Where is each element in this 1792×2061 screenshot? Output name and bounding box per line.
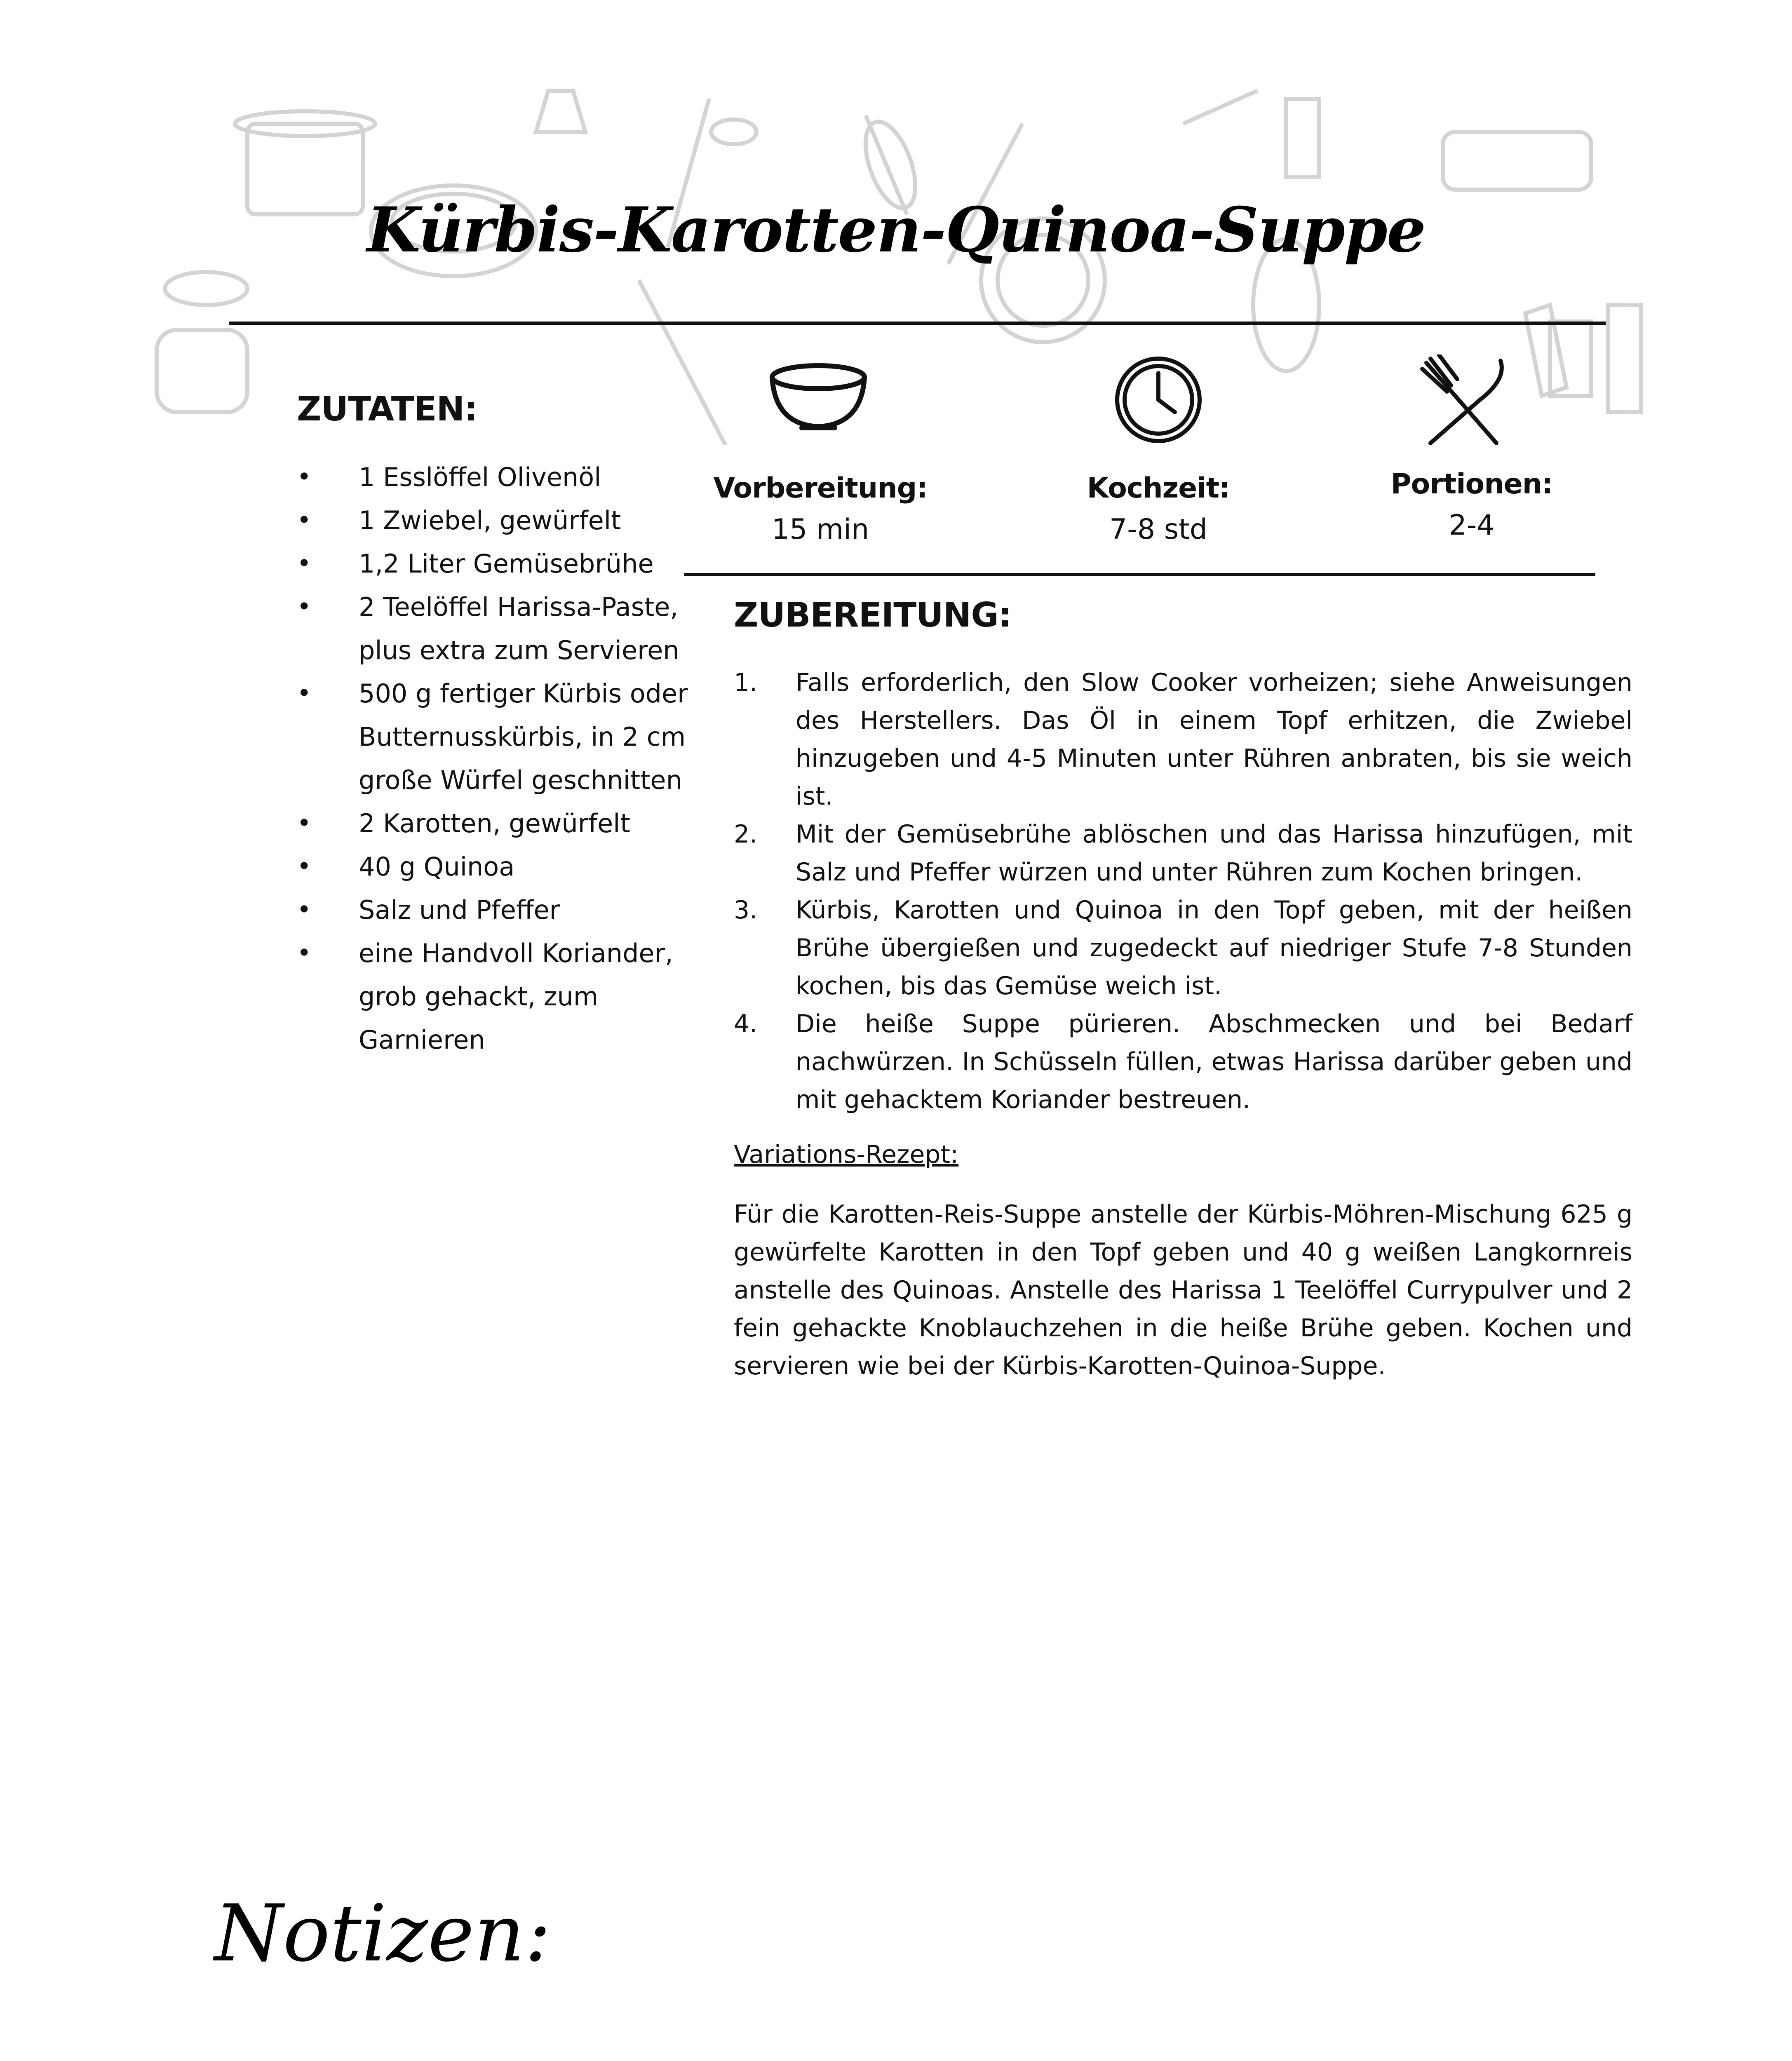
step-text: Mit der Gemüsebrühe ablöschen und das Harissa hinzufügen, mit Salz und Pfeffer würzen und unter Rühren zum Kochen bringen. [796,820,1632,887]
preparation-heading: ZUBEREITUNG: [734,596,1012,635]
servings-value: 2-4 [1449,509,1495,542]
prep-time-value: 15 min [771,513,869,546]
ingredients-heading: ZUTATEN: [297,390,478,429]
prep-time-label: Vorbereitung: [713,472,928,505]
ingredients-list [297,455,693,1061]
notes-title: Notizen: [214,1888,551,1979]
bowl-icon [767,354,870,437]
step-number: 4. [734,1009,758,1038]
list-item: • 2 Teelöffel Harissa-Paste, plus extra zum Servieren [297,585,693,672]
step-text: Kürbis, Karotten und Quinoa in den Topf geben, mit der heißen Brühe übergießen und zugedeckt auf niedriger Stufe 7-8 Stunden kochen, bis das Gemüse weich ist. [796,896,1632,1000]
cook-time [1014,468,1303,550]
list-item: • Salz und Pfeffer [297,888,693,932]
clock-icon [1113,354,1204,445]
variation-text: Für die Karotten-Reis-Suppe anstelle der Kürbis-Möhren-Mischung 625 g gewürfelte Karotten in den Topf geben und 40 g weißen Langkornreis anstelle des Quinoas. Anstelle des Harissa 1 Teelöffel Currypulver und 2 fein gehackte Knoblauchzehen in die heiße Brühe geben. Kochen und servieren wie bei der Kürbis-Karotten-Quinoa-Suppe. [734,1200,1632,1380]
step-number: 1. [734,668,758,697]
step-number: 3. [734,896,758,925]
preparation-steps [734,664,1632,1119]
step-item [734,664,1632,815]
servings [1327,464,1616,546]
cook-time-label: Kochzeit: [1087,472,1230,505]
step-text: Falls erforderlich, den Slow Cooker vorheizen; siehe Anweisungen des Herstellers. Das Öl in einem Topf erhitzen, die Zwiebel hinzugeben und 4-5 Minuten unter Rühren anbraten, bis sie weich ist. [796,668,1632,811]
prep-time [676,468,965,550]
cook-time-value: 7-8 std [1109,513,1207,546]
list-item: • 500 g fertiger Kürbis oder Butternusskürbis, in 2 cm große Würfel geschnitten [297,672,693,802]
recipe-title: Kürbis-Karotten-Quinoa-Suppe [366,194,1426,266]
list-item: • 1,2 Liter Gemüsebrühe [297,542,693,585]
list-item: • 40 g Quinoa [297,845,693,888]
title-divider [229,322,1606,325]
list-item: • 1 Zwiebel, gewürfelt [297,499,693,542]
step-number: 2. [734,820,758,849]
step-item [734,815,1632,891]
list-item: • eine Handvoll Koriander, grob gehackt, zum Garnieren [297,932,693,1061]
step-item [734,891,1632,1005]
fork-knife-icon [1418,354,1509,449]
servings-label: Portionen: [1390,468,1553,500]
meta-divider [684,573,1595,576]
list-item: • 1 Esslöffel Olivenöl [297,455,693,499]
variation-label: Variations-Rezept: [734,1140,959,1169]
step-text: Die heiße Suppe pürieren. Abschmecken und bei Bedarf nachwürzen. In Schüsseln füllen, etwas Harissa darüber geben und mit gehacktem Koriander bestreuen. [796,1009,1632,1114]
step-item [734,1005,1632,1119]
list-item: • 2 Karotten, gewürfelt [297,802,693,845]
